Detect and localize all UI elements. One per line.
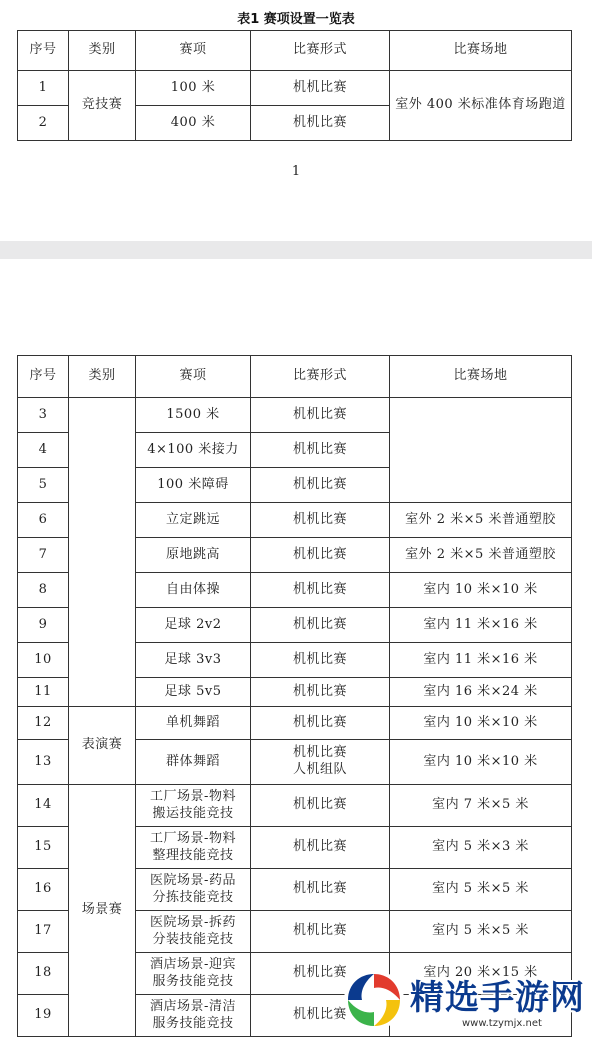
cell-venue: 室内 20 米×15 米 xyxy=(390,953,572,995)
cell-event xyxy=(136,911,251,953)
cell-venue: 室内 5 米×3 米 xyxy=(390,827,572,869)
cell-no: 7 xyxy=(18,538,69,573)
cell-venue: 室内 5 米×5 米 xyxy=(390,869,572,911)
cell-no: 16 xyxy=(18,869,69,911)
cell-venue: 室外 2 米×5 米普通塑胶 xyxy=(390,538,572,573)
cell-event: 足球 2v2 xyxy=(136,608,251,643)
cell-venue: 室内 5 米×5 米 xyxy=(390,911,572,953)
cell-event: 足球 5v5 xyxy=(136,678,251,707)
header-category: 类别 xyxy=(69,31,136,71)
cell-venue-blank xyxy=(390,398,572,503)
cell-event xyxy=(136,953,251,995)
site-watermark xyxy=(338,962,592,1038)
page-separator xyxy=(0,241,592,259)
event-line-2: 整理技能竞技 xyxy=(152,847,234,863)
event-line-2: 服务技能竞技 xyxy=(152,1015,234,1031)
format-line-2: 人机组队 xyxy=(292,762,347,777)
cell-venue: 室内 10 米×10 米 xyxy=(390,573,572,608)
cell-venue: 室外 400 米标准体育场跑道 xyxy=(390,71,572,141)
cell-format: 机机比赛 xyxy=(251,785,390,827)
cell-no: 19 xyxy=(18,995,69,1037)
cell-format: 机机比赛 xyxy=(251,953,390,995)
cell-category-blank xyxy=(69,398,136,707)
cell-no: 15 xyxy=(18,827,69,869)
event-line-2: 服务技能竞技 xyxy=(152,973,234,989)
cell-category: 竞技赛 xyxy=(69,71,136,141)
table-row xyxy=(18,707,572,740)
cell-no: 8 xyxy=(18,573,69,608)
cell-format: 机机比赛 xyxy=(251,468,390,503)
cell-event xyxy=(136,827,251,869)
cell-format: 机机比赛 xyxy=(251,71,390,106)
header-no: 序号 xyxy=(18,31,69,71)
table-header-row xyxy=(18,31,572,71)
cell-format: 机机比赛 xyxy=(251,608,390,643)
cell-event: 4×100 米接力 xyxy=(136,433,251,468)
cell-format: 机机比赛 xyxy=(251,398,390,433)
header-category: 类别 xyxy=(69,356,136,398)
cell-event: 原地跳高 xyxy=(136,538,251,573)
header-venue: 比赛场地 xyxy=(390,31,572,71)
event-line-1: 酒店场景-迎宾 xyxy=(150,956,236,972)
page-number: 1 xyxy=(291,164,301,179)
cell-category: 表演赛 xyxy=(69,707,136,785)
cell-event: 100 米障碍 xyxy=(136,468,251,503)
event-line-1: 医院场景-药品 xyxy=(150,872,236,888)
table-row xyxy=(18,71,572,106)
cell-format: 机机比赛 xyxy=(251,869,390,911)
cell-event: 立定跳远 xyxy=(136,503,251,538)
cell-event: 1500 米 xyxy=(136,398,251,433)
cell-no: 17 xyxy=(18,911,69,953)
cell-event xyxy=(136,995,251,1037)
cell-no: 5 xyxy=(18,468,69,503)
cell-no: 18 xyxy=(18,953,69,995)
cell-format: 机机比赛 xyxy=(251,707,390,740)
cell-format: 机机比赛 xyxy=(251,503,390,538)
event-line-1: 医院场景-拆药 xyxy=(150,914,236,930)
cell-no: 4 xyxy=(18,433,69,468)
header-format: 比赛形式 xyxy=(251,31,390,71)
cell-no: 1 xyxy=(18,71,69,106)
cell-no: 6 xyxy=(18,503,69,538)
cell-format: 机机比赛 xyxy=(251,573,390,608)
cell-venue: 室内 10 米×10 米 xyxy=(390,740,572,785)
cell-venue: 室内 11 米×16 米 xyxy=(390,643,572,678)
cell-event xyxy=(136,869,251,911)
watermark-title: 精选手游网 xyxy=(410,978,585,1018)
cell-no: 12 xyxy=(18,707,69,740)
event-line-2: 搬运技能竞技 xyxy=(152,805,234,821)
table-header-row xyxy=(18,356,572,398)
cell-format: 机机比赛 xyxy=(251,678,390,707)
cell-format: 机机比赛 xyxy=(251,827,390,869)
event-line-1: 酒店场景-清洁 xyxy=(150,998,236,1014)
event-line-1: 工厂场景-物料 xyxy=(150,830,236,846)
table-row xyxy=(18,785,572,827)
table-row xyxy=(18,398,572,433)
event-line-1: 工厂场景-物料 xyxy=(150,788,236,804)
header-format: 比赛形式 xyxy=(251,356,390,398)
cell-format: 机机比赛 xyxy=(251,433,390,468)
event-table-1 xyxy=(17,30,572,141)
cell-format xyxy=(251,740,390,785)
cell-event: 自由体操 xyxy=(136,573,251,608)
cell-format: 机机比赛 xyxy=(251,911,390,953)
cell-category: 场景赛 xyxy=(69,785,136,1037)
watermark-url: www.tzymjx.net xyxy=(462,1018,542,1029)
document-page-top xyxy=(0,0,592,241)
cell-venue: 室外 2 米×5 米普通塑胶 xyxy=(390,503,572,538)
cell-no: 14 xyxy=(18,785,69,827)
cell-no: 3 xyxy=(18,398,69,433)
cell-event: 群体舞蹈 xyxy=(136,740,251,785)
cell-no: 11 xyxy=(18,678,69,707)
event-line-2: 分装技能竞技 xyxy=(152,931,234,947)
cell-venue: 室内 11 米×16 米 xyxy=(390,608,572,643)
cell-venue: 室内 7 米×5 米 xyxy=(390,785,572,827)
header-venue: 比赛场地 xyxy=(390,356,572,398)
header-event: 赛项 xyxy=(136,356,251,398)
header-no: 序号 xyxy=(18,356,69,398)
event-line-2: 分拣技能竞技 xyxy=(152,889,234,905)
format-line-1: 机机比赛 xyxy=(292,745,347,761)
cell-no: 2 xyxy=(18,106,69,141)
table-caption: 表1 赛项设置一览表 xyxy=(237,12,355,27)
header-event: 赛项 xyxy=(136,31,251,71)
cell-format: 机机比赛 xyxy=(251,538,390,573)
cell-format: 机机比赛 xyxy=(251,995,390,1037)
cell-venue: 室内 16 米×24 米 xyxy=(390,678,572,707)
cell-venue: 室内 10 米×10 米 xyxy=(390,707,572,740)
cell-no: 9 xyxy=(18,608,69,643)
cell-format: 机机比赛 xyxy=(251,643,390,678)
cell-no: 13 xyxy=(18,740,69,785)
cell-event: 足球 3v3 xyxy=(136,643,251,678)
cell-event: 100 米 xyxy=(136,71,251,106)
cell-event: 单机舞蹈 xyxy=(136,707,251,740)
cell-event xyxy=(136,785,251,827)
event-table-2 xyxy=(17,355,572,1037)
cell-no: 10 xyxy=(18,643,69,678)
cell-format: 机机比赛 xyxy=(251,106,390,141)
cell-event: 400 米 xyxy=(136,106,251,141)
watermark-logo-icon xyxy=(342,968,406,1032)
